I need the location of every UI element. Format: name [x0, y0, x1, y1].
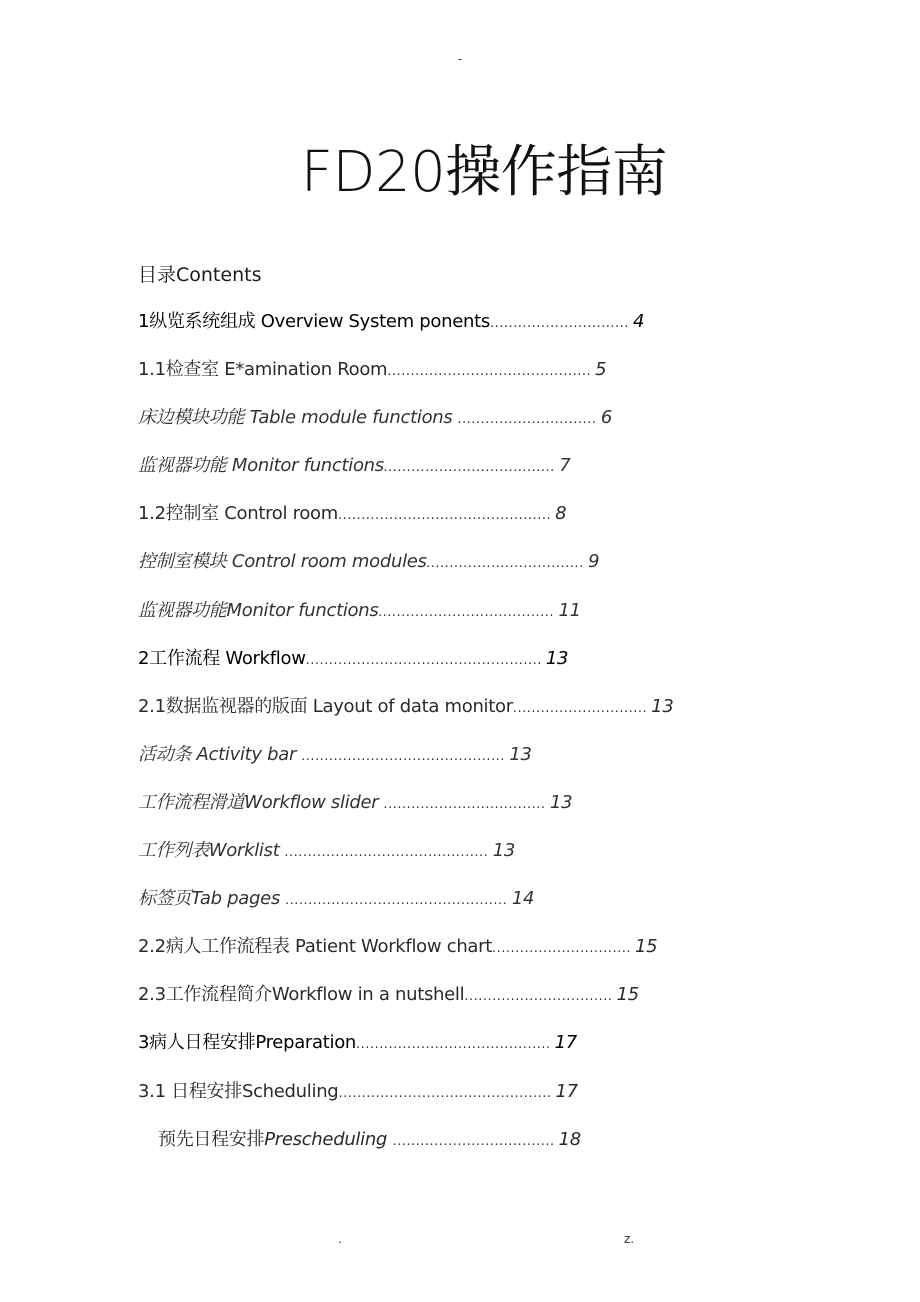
toc-dot-leader: ................................................: [285, 893, 508, 909]
toc-page-number: 17: [555, 1080, 578, 1102]
toc-dot-leader: ...................................: [392, 1133, 555, 1149]
toc-entry-title: 3病人日程安排Preparation: [138, 1032, 357, 1054]
toc-dot-leader: ......................................: [378, 604, 555, 620]
toc-page-number: 8: [555, 503, 567, 525]
toc-page-number: 13: [651, 695, 674, 717]
toc-page-number: 6: [600, 407, 613, 429]
toc-entry-title: 活动条 Activity bar: [138, 743, 302, 765]
toc-entry[interactable]: [138, 1078, 818, 1126]
toc-entry[interactable]: [138, 981, 818, 1029]
toc-dot-leader: ............................................: [387, 364, 592, 380]
toc-page-number: 15: [635, 936, 658, 958]
toc-entry-title: 1纵览系统组成 Overview System ponents: [138, 311, 490, 332]
toc-entry[interactable]: [138, 693, 818, 741]
toc-entry-title: 控制室模块 Control room modules: [138, 551, 427, 573]
toc-dot-leader: ............................................: [284, 845, 489, 861]
toc-entry[interactable]: [138, 404, 818, 452]
document-title: FD20操作指南: [300, 140, 668, 205]
toc-page-number: 11: [558, 599, 581, 621]
toc-entry-title: 预先日程安排: [158, 1128, 265, 1150]
toc-page-number: 7: [559, 455, 571, 477]
toc-dot-leader: .............................: [512, 700, 648, 716]
toc-entry-title: 2.3工作流程简介Workflow in a nutshell: [138, 984, 465, 1006]
toc-entry-title: 工作流程滑道Workflow slider: [138, 791, 384, 813]
toc-entry[interactable]: [138, 356, 818, 404]
toc-page-number: 13: [492, 840, 516, 862]
toc-entry-title-suffix: Prescheduling: [264, 1128, 393, 1150]
toc-entry[interactable]: [138, 308, 818, 356]
toc-entry-title: 2工作流程 Workflow: [138, 647, 306, 669]
toc-page-number: 5: [595, 359, 607, 381]
toc-dot-leader: ................................: [464, 989, 613, 1005]
toc-dot-leader: ...................................................: [305, 652, 542, 668]
toc-entry[interactable]: [138, 789, 818, 837]
toc-dot-leader: .....................................: [383, 460, 556, 476]
toc-entry[interactable]: [138, 837, 818, 885]
toc-dot-leader: ............................................: [301, 748, 506, 764]
toc-entry-title: 监视器功能 Monitor functions: [138, 455, 384, 477]
toc-dot-leader: ..........................................: [356, 1037, 551, 1053]
toc-dot-leader: ..............................................: [338, 508, 552, 524]
toc-dot-leader: ...................................: [383, 796, 546, 812]
toc-entry[interactable]: [138, 500, 818, 548]
toc-dot-leader: ..............................................: [338, 1085, 552, 1101]
table-of-contents: [138, 308, 818, 1174]
toc-page-number: 13: [545, 647, 569, 669]
toc-page-number: 13: [509, 743, 532, 765]
toc-entry[interactable]: [138, 933, 818, 981]
toc-entry-title: 床边模块功能 Table module functions: [138, 407, 458, 429]
toc-page-number: 9: [588, 551, 600, 573]
toc-page-number: 15: [616, 984, 639, 1006]
page-footer-right: z.: [624, 1232, 635, 1246]
toc-page-number: 13: [549, 791, 573, 813]
toc-entry[interactable]: [138, 741, 818, 789]
page-header-mark: -: [457, 52, 463, 66]
toc-entry-title: 1.2控制室 Control room: [138, 503, 338, 525]
page-footer-left: .: [338, 1232, 342, 1246]
toc-dot-leader: ..................................: [426, 556, 585, 572]
toc-entry-title: 3.1 日程安排Scheduling: [138, 1080, 339, 1102]
toc-entry-title: 2.1数据监视器的版面 Layout of data monitor: [138, 695, 513, 717]
toc-page-number: 14: [511, 888, 535, 910]
toc-entry-title: 标签页Tab pages: [138, 888, 286, 910]
toc-entry-title: 2.2病人工作流程表 Patient Workflow chart: [138, 936, 493, 958]
toc-entry-title: 工作列表Worklist: [138, 840, 285, 862]
toc-page-number: 18: [558, 1128, 581, 1150]
toc-dot-leader: ..............................: [492, 941, 631, 957]
toc-entry[interactable]: [138, 452, 818, 500]
toc-heading: 目录Contents: [138, 264, 262, 286]
toc-entry[interactable]: [138, 645, 818, 693]
toc-entry[interactable]: [138, 597, 818, 645]
toc-dot-leader: ..............................: [457, 412, 597, 428]
toc-entry[interactable]: [138, 548, 818, 596]
toc-page-number: 17: [554, 1032, 577, 1054]
toc-entry-title: 1.1检查室 E*amination Room: [138, 359, 388, 381]
toc-page-number: 4: [632, 311, 645, 332]
toc-entry[interactable]: [138, 1029, 818, 1077]
toc-entry[interactable]: [138, 1126, 818, 1174]
toc-entry-title: 监视器功能Monitor functions: [138, 599, 379, 621]
toc-entry[interactable]: [138, 885, 818, 933]
toc-dot-leader: ..............................: [489, 316, 629, 331]
